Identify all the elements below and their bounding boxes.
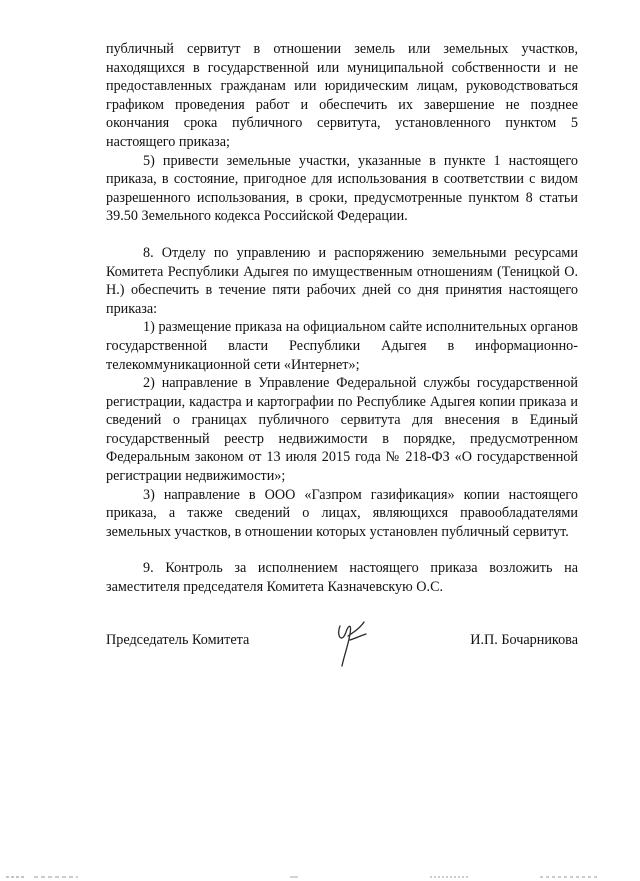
- paragraph-item-8-2: 2) направление в Управление Федеральной службы государственной регистрации, кадастра и картографии по Республике Адыгея копии приказа и сведений о границах публичного сервитута для внесения в Единый государственный реестр недвижимости в порядке, предусмотренном Федеральным законом от 13 июля 2015 года № 218-ФЗ «О государственной регистрации недвижимости»;: [106, 375, 578, 485]
- paragraph-section-9: 9. Контроль за исполнением настоящего приказа возложить на заместителя председателя Комитета Казначевскую О.С.: [106, 560, 578, 596]
- paragraph-section-8: 8. Отделу по управлению и распоряжению земельными ресурсами Комитета Республики Адыгея по имущественным отношениям (Теницкой О. Н.) обеспечить в течение пяти рабочих дней со дня принятия настоящего приказа:: [106, 244, 578, 317]
- paragraph-item-5: 5) привести земельные участки, указанные в пункте 1 настоящего приказа, в состояние, пригодное для использования в соответствии с видом разрешенного использования, в сроки, предусмотренные пунктом 8 статьи 39.50 Земельного кодекса Российской Федерации.: [106, 152, 578, 225]
- handwritten-signature: [326, 614, 376, 674]
- paragraph-continuation: публичный сервитут в отношении земель или земельных участков, находящихся в государственной или муниципальной собственности и не предоставленных гражданам или юридическим лицам, руководствоваться графиком проведения работ и обеспечить их завершение не позднее окончания срока публичного сервитута, установленного пунктом 5 настоящего приказа;: [106, 41, 578, 150]
- signatory-title: Председатель Комитета: [106, 632, 250, 648]
- signatory-name: И.П. Бочарникова: [470, 632, 578, 648]
- paragraph-item-8-3: 3) направление в ООО «Газпром газификация» копии настоящего приказа, а также сведений о лицах, являющихся правообладателями земельных участков, в отношении которых установлен публичный сервитут.: [106, 486, 578, 540]
- paragraph-item-8-1: 1) размещение приказа на официальном сайте исполнительных органов государственной власти Республики Адыгея в информационно-телекоммуникационной сети «Интернет»;: [106, 319, 578, 373]
- document-body: [106, 40, 578, 597]
- signature-block: [106, 624, 578, 684]
- scan-artifacts: [0, 873, 640, 881]
